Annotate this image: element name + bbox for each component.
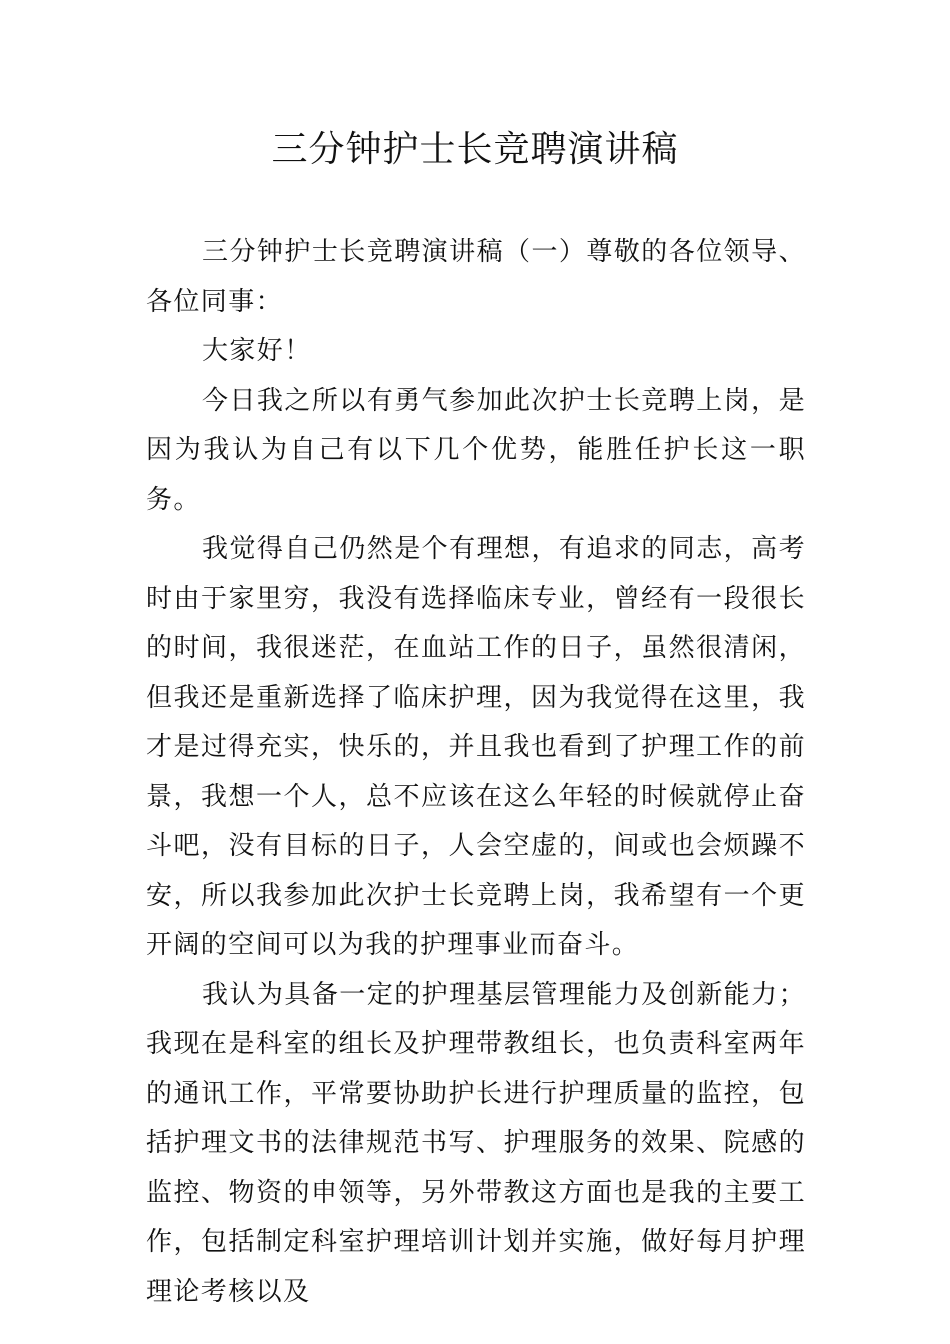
document-title: 三分钟护士长竞聘演讲稿 — [271, 129, 679, 170]
paragraph-3: 今日我之所以有勇气参加此次护士长竞聘上岗，是因为我认为自己有以下几个优势，能胜任护长这一职务。 — [146, 385, 806, 515]
document-body — [146, 228, 806, 1317]
paragraph-2: 大家好！ — [202, 336, 312, 366]
paragraph-4: 我觉得自己仍然是个有理想，有追求的同志，高考时由于家里穷，我没有选择临床专业，曾经有一段很长的时间，我很迷茫，在血站工作的日子，虽然很清闲，但我还是重新选择了临床护理，因为我觉得在这里，我才是过得充实，快乐的，并且我也看到了护理工作的前景，我想一个人，总不应该在这么年轻的时候就停止奋斗吧，没有目标的日子，人会空虚的，间或也会烦躁不安，所以我参加此次护士长竞聘上岗，我希望有一个更开阔的空间可以为我的护理事业而奋斗。 — [146, 534, 806, 960]
paragraph-5: 我认为具备一定的护理基层管理能力及创新能力；我现在是科室的组长及护理带教组长，也负责科室两年的通讯工作，平常要协助护长进行护理质量的监控，包括护理文书的法律规范书写、护理服务的效果、院感的监控、物资的申领等，另外带教这方面也是我的主要工作，包括制定科室护理培训计划并实施，做好每月护理理论考核以及 — [146, 979, 806, 1307]
paragraph-1: 三分钟护士长竞聘演讲稿（一）尊敬的各位领导、各位同事： — [146, 237, 806, 317]
